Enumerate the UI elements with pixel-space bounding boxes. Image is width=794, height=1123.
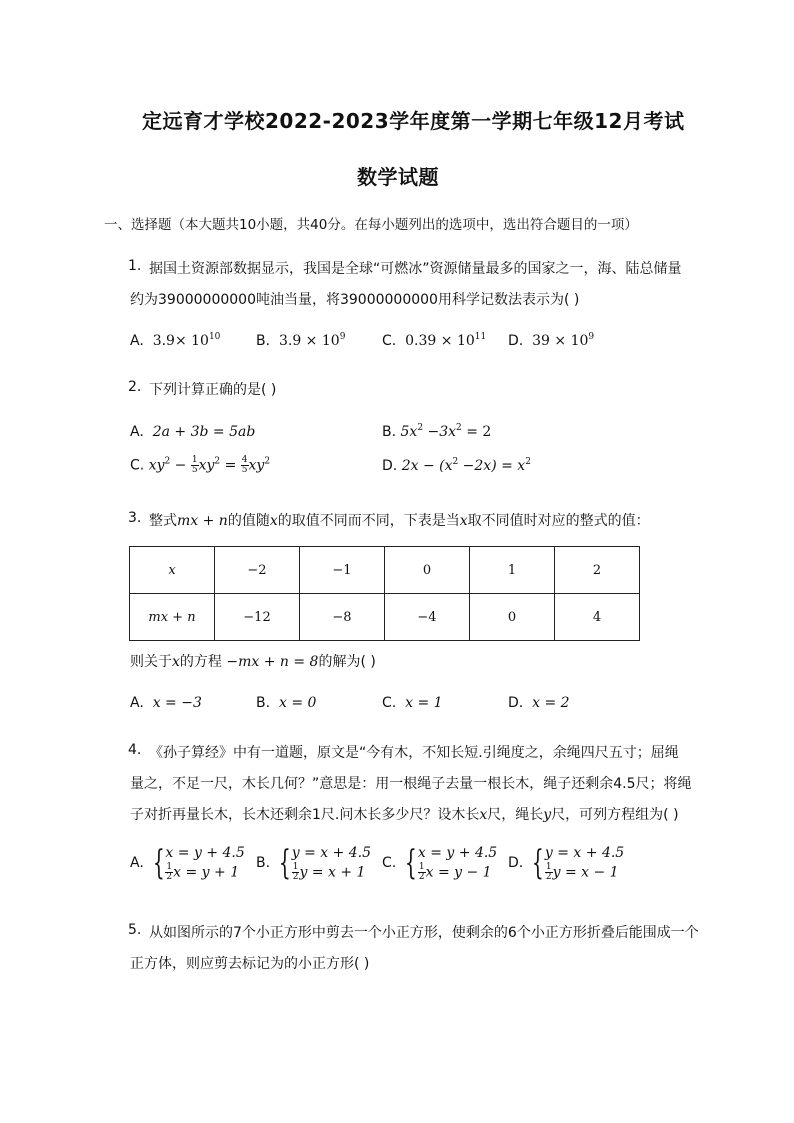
equation-row-rest: y = x − 1 [552,864,619,881]
question-number: 4. [128,742,142,758]
option-label: A. [130,695,144,711]
option-label: C. [382,695,397,711]
denominator: 2 [418,872,425,882]
option-value: 3.9× 10 [152,333,209,349]
value-table [129,546,640,641]
text-part: 取不同值时对应的整式的值： [467,513,650,529]
table-header-cell: mx + n [130,594,215,641]
option-expression: 2a + 3b = 5ab [152,424,256,440]
equation-system [256,844,371,883]
exponent: 9 [339,332,346,342]
question-text [149,510,650,530]
numerator: 1 [418,862,425,872]
option-a [130,844,245,883]
text-part: 的取值不同而不同，下表是当 [277,513,460,529]
equation-row-rest: y = x + 1 [299,864,366,881]
table-cell: 0 [470,594,555,641]
equation-rows [292,844,371,883]
question-text: 约为39000000000吨油当量，将39000000000用科学记数法表示为( ) [130,292,580,308]
equation-row [418,863,497,883]
equation-rows [165,844,244,883]
option-label: D. [508,855,524,872]
section-heading: 一、选择题（本大题共10小题，共40分。在每小题列出的选项中，选出符合题目的一项） [104,217,638,233]
equation-rows [418,844,497,883]
question-text: 《孙子算经》中有一道题，原文是“今有木，不知长短.引绳度之，余绳四尺五寸；屈绳 [149,745,679,761]
denominator: 2 [166,872,173,882]
expr-part: −2x) = x [458,458,526,474]
exponent: 11 [474,332,487,342]
exponent: 9 [588,332,595,342]
option-label: C. [130,457,145,474]
fraction [191,456,199,475]
option-c [382,333,486,349]
text-part: 则关于 [130,654,172,670]
option-d [508,844,624,883]
table-cell: −12 [215,594,300,641]
question-text [130,651,376,671]
text-part: 子对折再量长木，长木还剩余1尺.问木长多少尺？设木长 [130,807,480,823]
question-text: 据国土资源部数据显示，我国是全球“可燃冰”资源储量最多的国家之一，海、陆总储量 [149,261,682,277]
question-number: 1. [128,258,142,274]
table-cell: 0 [385,547,470,594]
variable: x [459,513,468,529]
exam-subtitle: 数学试题 [357,165,439,189]
option-label: A. [130,424,144,440]
option-value: x = 1 [405,695,443,711]
option-label: A. [130,855,144,872]
denominator: 5 [191,465,198,475]
equation-row [545,863,624,883]
equation-row [292,863,371,883]
option-label: B. [256,333,271,349]
expression: mx + n [177,513,228,529]
numerator: 1 [292,862,299,872]
equation-row: x = y + 4.5 [165,845,245,861]
denominator: 2 [292,872,299,882]
text-part: 的值随 [227,513,270,529]
table-header-cell: x [130,547,215,594]
option-value: x = 0 [278,695,317,711]
table-cell: −8 [300,594,385,641]
option-b [382,424,491,440]
brace-icon: { [278,843,291,884]
exam-title: 定远育才学校2022-2023学年度第一学期七年级12月考试 [142,109,685,133]
option-b [256,333,345,349]
equation-row: y = x + 4.5 [544,845,625,861]
text-part: 尺，可列方程组为( ) [551,807,679,823]
expr-part: − [170,457,191,474]
brace-icon: { [405,843,418,884]
denominator: 2 [545,872,552,882]
table-cell: −1 [300,547,385,594]
exponent: 2 [164,456,171,467]
expr-part: xy [248,457,265,474]
equation-system [382,844,497,883]
denominator: 5 [241,465,248,475]
table-cell: 1 [470,547,555,594]
exponent: 2 [456,423,462,433]
equation-row [165,863,244,883]
option-value: x = −3 [152,695,202,711]
option-a [130,695,202,711]
exponent: 2 [264,456,271,467]
text-part: 的方程 [179,654,227,670]
option-d [508,695,570,711]
option-value: x = 2 [532,695,570,711]
numerator: 1 [545,862,552,872]
equation-rows [545,844,624,883]
expr-part: 5x [400,424,418,440]
equation-system [130,844,245,883]
expr-part: xy [148,457,165,474]
equation-row-rest: x = y − 1 [425,864,492,881]
option-c [382,844,497,883]
question-text [130,804,679,824]
option-label: B. [256,695,271,711]
expr-part: −3x [423,424,457,440]
text-part: 整式 [149,513,177,529]
exponent: 2 [417,423,424,433]
expr-part: = [220,457,241,474]
question-number: 2. [128,379,142,395]
numerator: 1 [166,862,173,872]
expr-part: = 2 [461,424,492,440]
option-b [256,695,316,711]
equation-row: x = y + 4.5 [417,845,498,861]
table-cell: −2 [215,547,300,594]
exponent: 10 [208,332,221,342]
option-label: A. [130,333,144,349]
fraction [418,863,426,882]
brace-icon: { [532,843,545,884]
option-c [382,695,443,711]
question-text: 量之，不足一尺，木长几何？”意思是：用一根绳子去量一根长木，绳子还剩余4.5尺；将绳 [130,776,692,792]
table-cell: 2 [555,547,640,594]
variable: x [479,807,488,823]
option-d [508,333,594,349]
option-b [256,844,371,883]
option-value: 0.39 × 10 [405,333,475,349]
question-text: 从如图所示的7个小正方形中剪去一个小正方形，使剩余的6个小正方形折叠后能围成一个 [149,925,699,941]
option-label: C. [382,855,397,872]
numerator: 4 [241,455,248,465]
exponent: 2 [452,457,459,467]
table-row [130,547,640,594]
equation-row: y = x + 4.5 [291,845,372,861]
option-label: D. [508,333,524,349]
numerator: 1 [191,455,198,465]
fraction [241,456,249,475]
variable: x [269,513,278,529]
equation-row-rest: x = y + 1 [173,864,240,881]
expr-part: xy [198,457,215,474]
option-label: D. [382,458,398,474]
option-label: D. [508,695,524,711]
variable: x [172,654,180,670]
table-cell: 4 [555,594,640,641]
option-label: B. [256,855,271,872]
exponent: 2 [214,456,221,467]
brace-icon: { [152,843,165,884]
option-label: B. [382,424,397,440]
exponent: 2 [525,457,531,467]
fraction [545,863,553,882]
fraction [165,863,173,882]
option-c [130,456,270,475]
expr-part: 2x − (x [401,458,453,474]
option-a [130,424,255,440]
option-d [382,458,531,474]
variable: y [543,807,552,823]
question-text: 正方体，则应剪去标记为的小正方形( ) [130,956,370,972]
text-part: 的解为( ) [318,654,376,670]
question-number: 5. [128,922,142,938]
equation-system [508,844,624,883]
table-cell: −4 [385,594,470,641]
option-value: 3.9 × 10 [278,333,340,349]
table-row [130,594,640,641]
option-value: 39 × 10 [532,333,589,349]
equation: −mx + n = 8 [226,654,319,670]
option-a [130,333,220,349]
question-number: 3. [128,510,142,526]
text-part: 尺，绳长 [487,807,544,823]
question-text: 下列计算正确的是( ) [149,382,277,398]
option-label: C. [382,333,397,349]
